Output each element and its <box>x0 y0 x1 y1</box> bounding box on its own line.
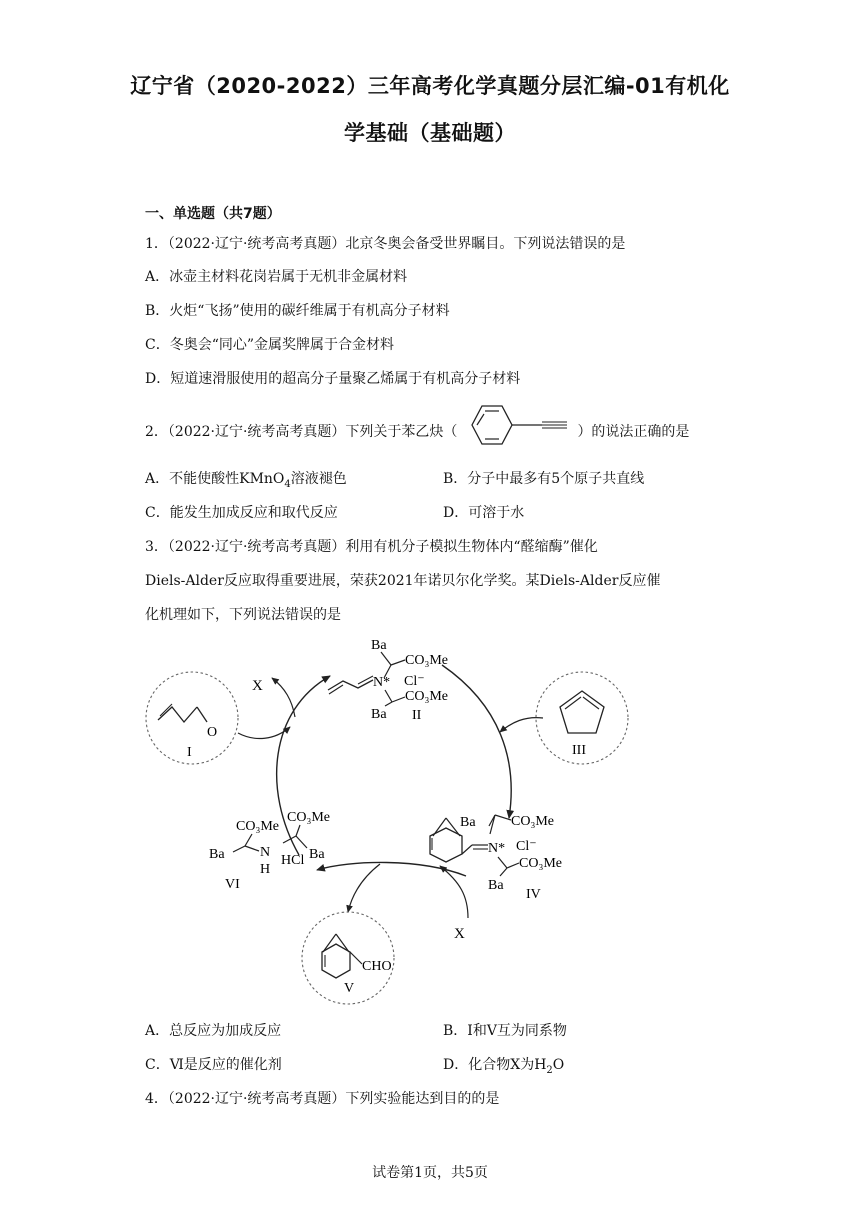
iv-ba-bottom: Ba <box>488 878 504 893</box>
page-title-line1: 辽宁省（2020-2022）三年高考化学真题分层汇编-01有机化 <box>130 74 730 98</box>
page-footer: 试卷第1页，共5页 <box>372 1165 488 1181</box>
q3-option-b: B．Ⅰ和Ⅴ互为同系物 <box>443 1023 567 1039</box>
v-aldehyde: CHO <box>362 959 392 974</box>
compound-iii-label: III <box>572 743 586 758</box>
compound-iv-label: IV <box>526 887 541 902</box>
q2-option-c: C．能发生加成反应和取代反应 <box>145 505 338 521</box>
vi-co2me-left: CO₃Me <box>236 819 279 834</box>
vi-ba-left: Ba <box>209 847 225 862</box>
cycle-arc-left <box>277 676 330 855</box>
q1-option-a: A．冰壶主材料花岗岩属于无机非金属材料 <box>145 269 408 285</box>
compound-iii-ring <box>560 691 604 733</box>
vi-co2me-right: CO₃Me <box>287 810 330 825</box>
q3-option-d-sub: 2 <box>546 1064 553 1076</box>
compound-i-oxygen: O <box>207 725 218 740</box>
q3-option-c: C．Ⅵ是反应的催化剂 <box>145 1057 282 1073</box>
section-heading: 一、单选题（共7题） <box>145 206 281 222</box>
iv-co2me-bottom: CO₃Me <box>519 856 562 871</box>
q3-stem-line3: 化机理如下，下列说法错误的是 <box>145 607 341 623</box>
ii-vinyl-chain <box>328 680 373 690</box>
vi-nitrogen: N <box>260 845 271 860</box>
q3-stem-line2: Diels-Alder反应取得重要进展，荣获2021年诺贝尔化学奖。某Diels-Alder反应催 <box>145 573 661 589</box>
ii-co2me-bottom: CO₃Me <box>405 689 448 704</box>
q3-option-d-text-end: O <box>552 1057 565 1073</box>
v-norbornene-ring <box>322 944 350 978</box>
q2-option-a-text: A．不能使酸性KMnO <box>145 471 285 487</box>
compound-ii-label: II <box>412 708 422 723</box>
label-x-bottom: X <box>454 926 465 942</box>
arrow-x-bottom <box>440 866 468 918</box>
q1-option-d: D．短道速滑服使用的超高分子量聚乙烯属于有机高分子材料 <box>145 371 521 387</box>
q2-option-a-text-end: 溶液褪色 <box>290 471 347 487</box>
arrow-to-x-top <box>272 678 295 717</box>
compound-i-label: I <box>187 745 192 760</box>
q2-option-a-sub: 4 <box>284 478 291 490</box>
iv-ba-top: Ba <box>460 815 476 830</box>
q2-stem-before: 2．（2022·辽宁·统考高考真题）下列关于苯乙炔（ <box>145 424 458 440</box>
compound-v-label: V <box>344 981 355 996</box>
arrow-to-v <box>348 864 380 912</box>
compound-i-chain <box>158 707 197 722</box>
q2-option-b: B．分子中最多有5个原子共直线 <box>443 471 645 487</box>
vi-hydrogen: H <box>260 862 271 877</box>
q3-option-a: A．总反应为加成反应 <box>145 1023 282 1039</box>
q4-stem: 4．（2022·辽宁·统考高考真题）下列实验能达到目的的是 <box>145 1091 500 1107</box>
compound-vi-label: VI <box>225 877 240 892</box>
ii-co2me-top: CO₃Me <box>405 653 448 668</box>
vi-ba-right: Ba <box>309 847 325 862</box>
label-x-top: X <box>252 678 263 694</box>
ii-chloride: Cl⁻ <box>404 674 425 689</box>
q3-stem-line1: 3．（2022·辽宁·统考高考真题）利用有机分子模拟生物体内“醛缩酶”催化 <box>145 539 598 555</box>
cycle-arc-right <box>442 665 511 818</box>
q2-option-d: D．可溶于水 <box>443 505 525 521</box>
ii-ba-bottom: Ba <box>371 707 387 722</box>
ii-nitrogen: N* <box>373 675 391 690</box>
q3-option-d <box>443 1054 564 1076</box>
q1-option-c: C．冬奥会“同心”金属奖牌属于合金材料 <box>145 337 395 353</box>
iv-co2me-top: CO₃Me <box>511 814 554 829</box>
vi-hcl: HCl <box>281 853 305 868</box>
page-title-line2: 学基础（基础题） <box>344 121 516 145</box>
q3-option-d-text: D．化合物X为H <box>443 1057 547 1073</box>
iv-nitrogen: N* <box>488 841 506 856</box>
iv-chloride: Cl⁻ <box>516 839 537 854</box>
q1-stem: 1．（2022·辽宁·统考高考真题）北京冬奥会备受世界瞩目。下列说法错误的是 <box>145 236 626 252</box>
q1-option-b: B．火炬“飞扬”使用的碳纤维属于有机高分子材料 <box>145 303 450 319</box>
ii-ba-top: Ba <box>371 638 387 653</box>
q2-stem-after: ）的说法正确的是 <box>577 424 690 440</box>
